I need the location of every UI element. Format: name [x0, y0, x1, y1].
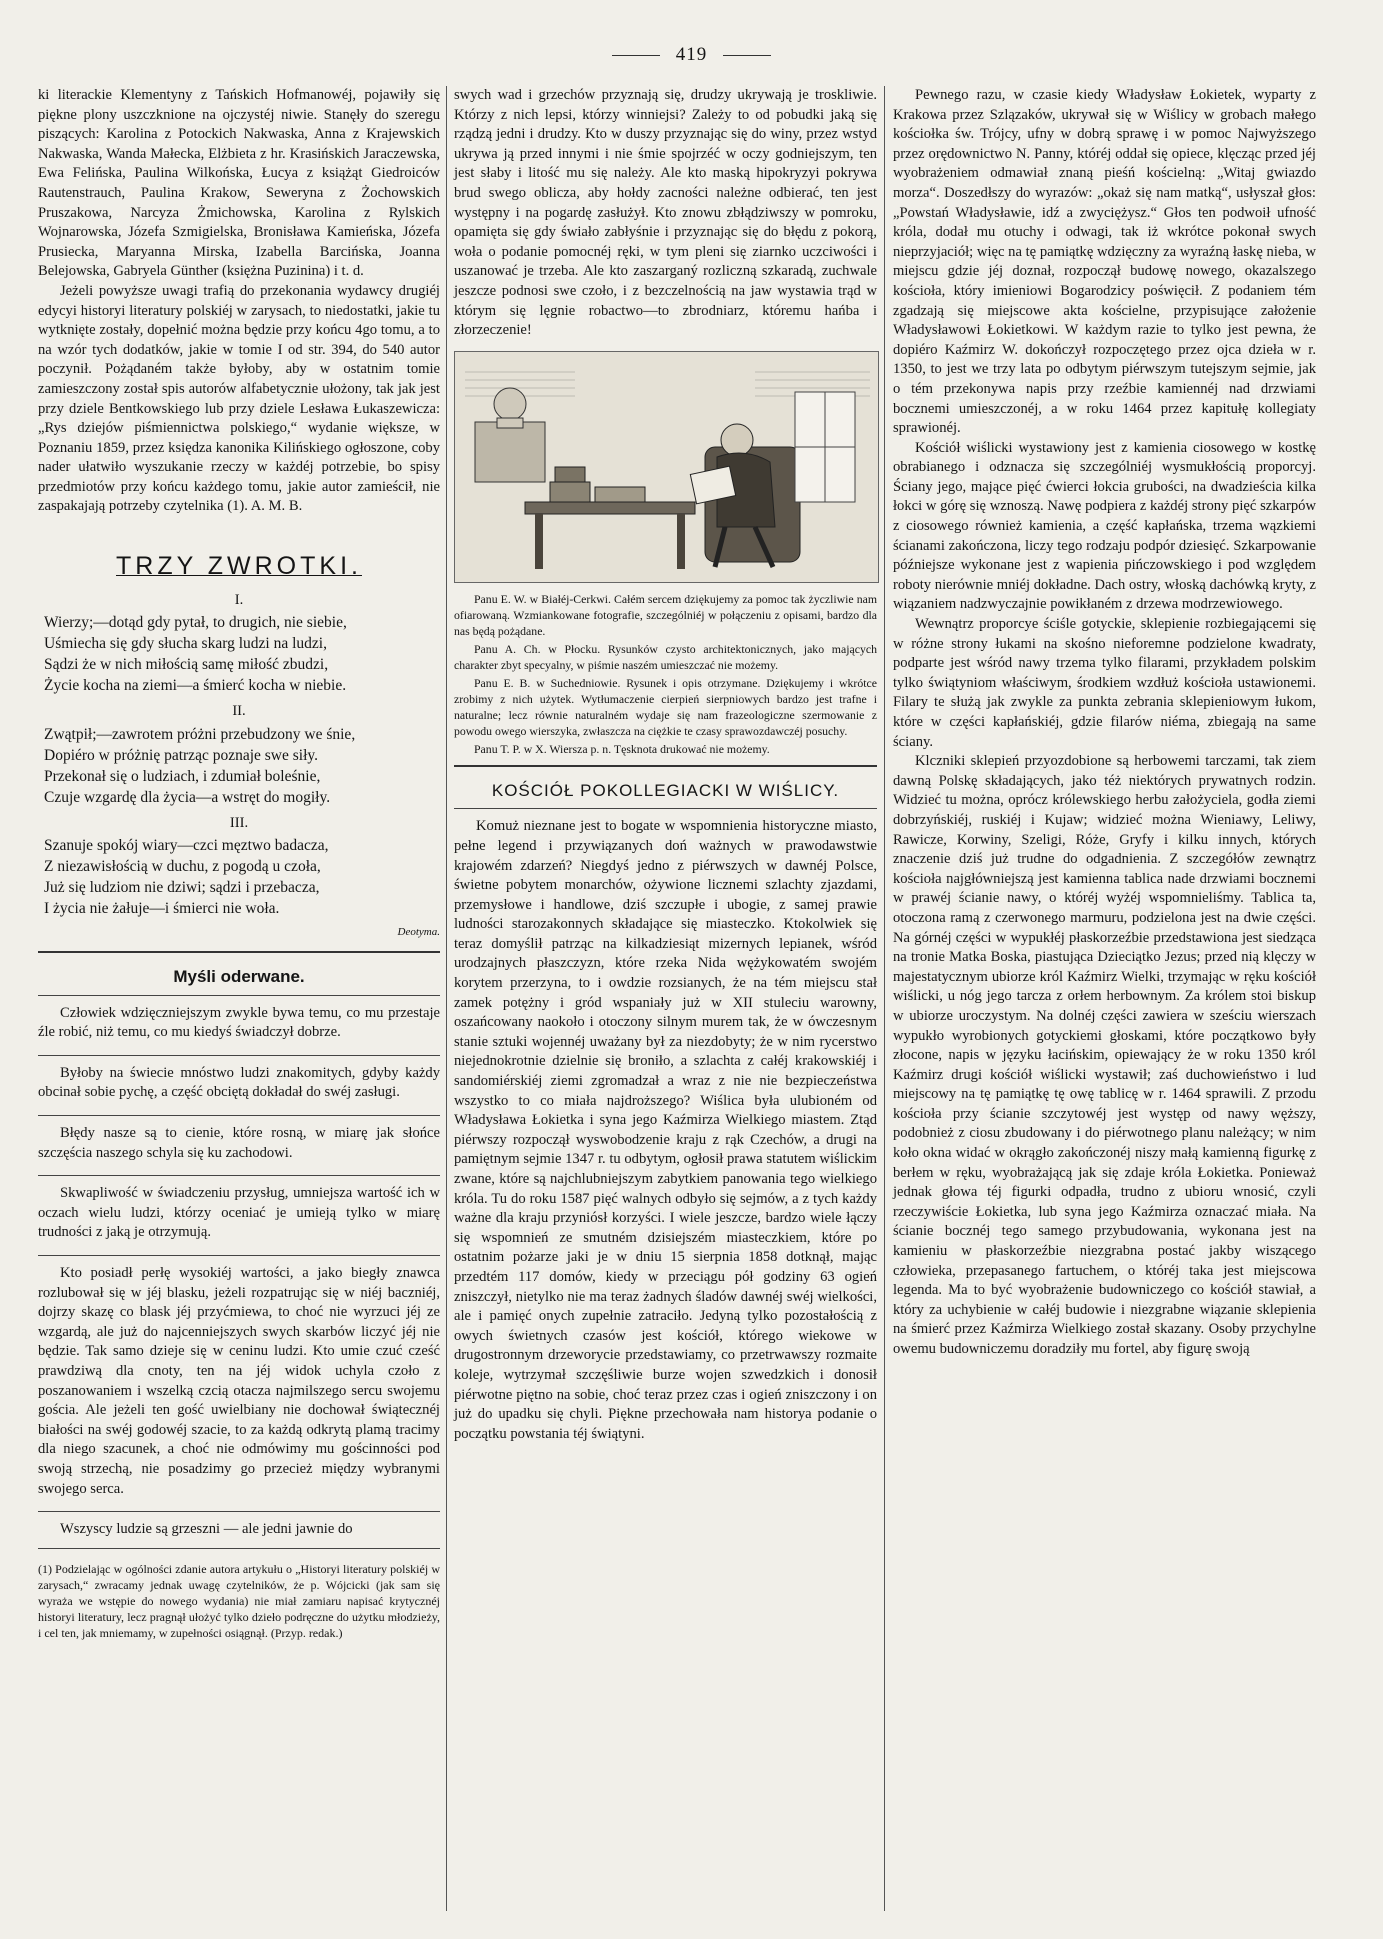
page-header [0, 44, 1383, 68]
thought-divider [38, 1175, 440, 1176]
column-right [893, 86, 1316, 1360]
column-divider [884, 86, 885, 1911]
thought-paragraph: Byłoby na świecie mnóstwo ludzi znakomitych, gdyby każdy obcinał sobie pychę, a część obciętą dokładał do swéj zasługi. [38, 1064, 440, 1101]
editorial-answers [454, 591, 877, 757]
article-paragraph: Pewnego razu, w czasie kiedy Władysław Łokietek, wyparty z Krakowa przez Szlązaków, ukrywał się w Wiślicy w grobach małego kościołka św. Trójcy, ufny w dobrą sprawę i w pomoc Najwyższego przez orędownictwo N. Panny, któréj oddał się opiece, klęcząc przed jéj wyobrażeniem odmawiał znaną pieśń kościelną: „Witaj gwiazdo morza“. Doszedłszy do wyrazów: „okaż się nam matką“, usłyszał głos: „Powstań Władysławie, idź a zwyciężysz.“ Głos ten podwoił ufność króla, dodał mu otuchy i odwagi, tak iż wkrótce pokonał swych nieprzyjaciół; więc na tę pamiątkę wdzięczny za wyraźną łaskę nieba, w miejscu gdzie jéj doznał, rozpoczął budowę nowego, okazalszego kościoła, który imieniowi Bogarodzicy poświęcił. Z podaniem tém zgadzają się miejscowe akta kościelne, przypisujące założenie Władysławowi Łokietkowi. W każdym razie to tylko jest pewna, że dopiéro Kaźmirz W. dokończył rozpoczętego przez ojca dzieła w r. 1350, to jest we trzy lata po odbytym piérwszym tutejszym sejmie, jak o tém przekonywa napis przy rzeźbie kamiennéj nad drzwiami bocznemi umieszczonéj, a w roku 1464 przez kapitułę kollegiaty sprawionéj. [893, 87, 1316, 437]
poem-title: TRZY ZWROTKI. [116, 552, 362, 581]
poem-signature: Deotyma. [397, 926, 440, 939]
header-rule-right [723, 55, 771, 56]
article-paragraph: Komuż nieznane jest to bogate w wspomnienia historyczne miasto, pełne legend i przywiązanych doń ważnych w prawodawstwie krajowém zdarzeń? Niegdyś jedno z piérwszych w dawnéj Polsce, świetne pobytem monarchów, ożywione licznemi szlachty zjazdami, przemysłowe i handlowe, dziś szczupłe i ubogie, z samej prawie ludności starozakonnych składające się miasteczko. Ktokolwiek się teraz domyślił patrząc na kilkadziesiąt mizernych lepianek, wśród urodzajnych płaszczyzn, które rzeka Nida wężykowatém swojém korytem przerzyna, to i owdzie rozsianych, że na tém miejscu stał zamek potężny i gród wspaniały już w XII stuleciu warowny, oszańcowany naokoło i otoczony silnym murem tak, że w ówczesnym stanie sztuki wojennéj uważany był za niezdobyty; że w nim rycerstwo niejednokrotnie dzielnie się broniło, a szlachta z całéj krakowskiéj i sandomiérskiéj ziemi zgromadzał a wraz z nie nie bezpieczeństwa wszystko to co miała najdroższego? Wiślica była ulubioném od Władysława Łokietka i syna jego Kaźmirza Wielkiego miastem. Ztąd piérwszy rozpoczął wyswobodzenie kraju z rąk Czechów, a drugi na pamiętnym sejmie 1347 r. tu odbytym, ogłosił prawa statutem wiślickim zwane, które są najchlubniejszym zabytkiem panowania tego wielkiego króla. Tu do roku 1587 pięć walnych odbyło się sejmów, a z tych każdy ważne dla kraju przyniósł korzyści. I wiele jeszcze, bardzo wiele łączy się wspomnień ze smutném dzisiejszém miasteczkiem, które po ostatnim pożarze jaki je w dniu 15 sierpnia 1858 dotknął, mając przedtém 117 domów, kiedy w przeciągu pół godziny 63 ogień zniszczył, nietylko nie ma teraz żadnych śladów dawnéj swéj wielkości, ale i pamięć onych zupełnie zatraciło. Jedyną tylko pozostałością z owych świetnych czasów jest kościół, którego wiekowe w drugostronnym drzeworycie przedstawiamy, co przetrwawszy rozmaite koleje, wytrzymał szczęśliwie burze wojen szwedzkich i donosił piérwotne piętno na sobie, choć teraz przez czas i ogień zniszczony i on już do upadku się chyli. Piękne przechowała nam historya podanie o początku powstania téj świątyni. [454, 818, 877, 1442]
footnote: (1) Podzielając w ogólności zdanie autora artykułu o „Historyi literatury polskiéj w zarysach,“ zwracamy jednak uwagę czytelników, że p. Wójcicki (jak sam się wyraża we wstępie do nowego wydania) nie miał zamiaru napisać krytycznéj historyi literatury, lecz pragnął ułożyć tylko dzieło podręczne do użytku młodzieży, i cel ten, jak mniemamy, w zupełności osiągnął. (Przyp. redak.) [38, 1561, 440, 1640]
stanza-number: III. [229, 814, 249, 831]
section-divider [38, 951, 440, 953]
paragraph: ki literackie Klementyny z Tańskich Hofmanowéj, pojawiły się piękne plony uszczknione na ojczystéj niwie. Stanęły do szeregu piszących: Karolina z Potockich Nakwaska, Anna z Krajewskich Nakwaska, Wanda Małecka, Elżbieta z hr. Krasińskich Jaraczewska, Ewa Felińska, Paulina Wilkońska, Łucya z książąt Giedroiców Rautenstrauch, Paulina Krakow, Seweryna z Żochowskich Pruszakowa, Narcyza Żmichowska, Karolina z Rylskich Wojnarowska, Józefa Szmigielska, Bronisława Kamieńska, Józefa Prusiecka, Maryanna Mirska, Izabella Barcińska, Joanna Belejowska, Gabryela Günther (księżna Puzinina) i t. d. [38, 87, 440, 280]
poem-stanza [38, 814, 440, 920]
section-title: Myśli oderwane. [173, 967, 305, 987]
thought-divider [38, 1115, 440, 1116]
verse-line: Już się ludziom nie dziwi; sądzi i przebacza, [44, 879, 320, 897]
poem-stanza [38, 702, 440, 808]
verse-line: Szanuje spokój wiary—czci męztwo badacza, [44, 837, 329, 855]
thought-divider [38, 1255, 440, 1256]
section-divider [454, 765, 877, 767]
page-number: 419 [675, 44, 708, 65]
answer-paragraph: Panu A. Ch. w Płocku. Rysunków czysto architektonicznych, jako mających charakter zbyt specyalny, w piśmie naszém umieszczać nie możemy. [454, 641, 877, 672]
section-divider [454, 808, 877, 809]
column-left [38, 86, 440, 1641]
thought-divider [38, 1511, 440, 1512]
paragraph: swych wad i grzechów przyznają się, drudzy ukrywają je troskliwie. Którzy z nich lepsi, którzy winniejsi? Zależy to od pobudki jaką się rządzą jedni i drudzy. Kto w duszy przyznając się do winy, przez wstyd ukrywa ją przed innymi i nie śmie spojrzéć w oczy godniejszym, ten jest słaby i litość mu się należy. Ale kto maską hipokryzyi pokrywa brud swego oblicza, aby hołdy zacności należne odbierać, ten jest występny i na pogardę zasłużył. Kto znowu zbłądziwszy w pomroku, opamięta się gdy świało zabłyśnie i przyznając się do błędu z pokorą, woła o podanie pomocnéj ręki, w tym pleni się ziarnko uczciwości i uszanować je trzeba. Ale kto zaszarganý rozliczną szkaradą, zuchwale jeszcze podnosi swe czoło, i z bezczelnością na jaw wystawia trąd w którym się lęgnie robactwo—to zbrodniarz, któremu hańba i złorzeczenie! [454, 87, 877, 339]
column-middle [454, 86, 877, 1444]
paragraph: Jeżeli powyższe uwagi trafią do przekonania wydawcy drugiéj edycyi historyi literatury polskiéj w zarysach, to niedostatki, jakie tu wytknięte zostały, dopełnić można będzie przy końcu 4go tomu, a to na wzór tych dodatków, jakie w tomie I od str. 394, do 540 autor poczynił. Pożądaném także byłoby, aby w ostatnim tomie zamieszczony został spis autorów alfabetycznie ułożony, tak jak jest przy dziele Bentkowskiego lub przy dziele Lesława Łukaszewicza: „Rys dziejów piśmiennictwa polskiego,“ wydanie większe, w Poznaniu 1859, przez księdza kanonika Kilińskiego ogłoszone, coby nader ułatwiło wyszukanie rzeczy w każdéj potrzebie, bo spisy przedmiotów przy końcu każdego tomu, jakie autor zamieścił, nie zaspakajają potrzeby czytelnika (1). A. M. B. [38, 282, 440, 515]
verse-line: Z niezawisłością w duchu, z pogodą u czoła, [44, 858, 321, 876]
verse-line: Czuje wzgardę dla życia—a wstręt do mogiły. [44, 788, 331, 806]
answer-paragraph: Panu E. W. w Białéj-Cerkwi. Całém sercem dziękujemy za pomoc tak życzliwie nam ofiarowaną. Wzmiankowane fotografie, szczególniéj w połączeniu z opisami, bardzo dla nas będą pożądane. [454, 591, 877, 638]
article-paragraph: Wewnątrz proporcye ściśle gotyckie, sklepienie rozbiegającemi się w różne strony łukami na skośno nieforemne podzielone kwadraty, podparte jest wśród nawy trzema tylko filarami, przykładem polskim tylko świątyniom właściwym, środkiem wzdłuż kościoła ustawionemi. Filary te służą jak zwykle za punkta zebrania sklepieniowym łukom, które w części kapłańskiéj, gdzie filarów niéma, zbiegają na same ściany. [893, 616, 1316, 750]
engraving-image [455, 352, 878, 582]
verse-line: Zwątpił;—zawrotem próżni przebudzony we śnie, [44, 725, 356, 743]
thought-paragraph: Błędy nasze są to cienie, które rosną, w miarę jak słońce szczęścia naszego schyla się ku zachodowi. [38, 1125, 440, 1161]
thought-paragraph: Wszyscy ludzie są grzeszni — ale jedni jawnie do [60, 1521, 353, 1538]
verse-line: Uśmiecha się gdy słucha skarg ludzi na ludzi, [44, 635, 327, 653]
stanza-number: I. [234, 591, 244, 608]
thought-paragraph: Skwapliwość w świadczeniu przysług, umniejsza wartość ich w oczach wielu ludzi, którzy oceniać je umieją tylko w miarę trudności z jaką je otrzymują. [38, 1185, 440, 1241]
verse-line: Dopiéro w próżnię patrząc poznaje swe siły. [44, 746, 319, 764]
article-paragraph: Klczniki sklepień przyozdobione są herbowemi tarczami, tak ziem dawną Polskę składających, jako téż niektórych prywatnych rodzin. Widzieć tu można, oprócz królewskiego herbu założyciela, godła ziemi dobrzyńskiéj, ruskiéj i Kujaw; widzieć można Wieniawy, Leliwy, Rawicze, Korwiny, Szeligi, Róże, Gryfy i kilku innych, których znaczenie dziś już trudne do odgadnienia. Z szczegółów zewnątrz kościoła najgłówniejszą jest kamienna tablica nade drzwiami bocznemi w prawéj ścianie nawy, o któréj wyżéj wspomnieliśmy. Tablica ta, otoczona ramą z czerwonego marmuru, podzielona jest na dwie części. Na górnéj części w wypukłéj płaskorzeźbie przedstawiona jest siedząca na tronie Matka Boska, piastująca Dzieciątko Jezus; przed nią klęczy w majestatycznym ubiorze król Kaźmirz Wielki, trzymając w ręku kościół wiślicki, u nóg jego tarcza z orłem herbownym. Za królem stoi biskup w ubiorze uroczystym. Na dolnéj części zawiera w sześciu wierszach wypukło wyrobionych gotyckiemi głoskami, które początkowo były złocone, napis w języku łacińskim, opiewający że w roku 1350 król Kaźmirz drugi kościół wiślicki wystawił; zaś duchowieństwo i lud miejscowy na tę pamiątkę tę owę tablicę w r. 1464 sprawili. Z przodu kościoła przy ścianie szczytowéj jest występ od nawy węższy, podobnież z ciosu zbudowany i do piérwotnego planu należący; w nim koło okna widać w okrągło zakończonéj niszy małą kamienną figurkę z berłem w ręku, wyobrażającą jak się zdaje króla Łokietka. Ponieważ jednak głowa téj figurki odpadła, trudno z ubioru wnosić, czyli rzeczywiście Łokietka, lub syna jego Kaźmirza oznaczać miała. Na ścianie bocznéj tego samego przybudowania, wykonana jest na kamieniu w płaskorzeźbie niezgrabna postać jakby wiszącego człowieka, przepasanego fartuchem, o któréj taka jest miejscowa legenda. Ma to być wyobrażenie budowniczego co kościół stawiał, a który za uchybienie w całéj budowie i niezgrabne wiązanie sklepienia na śmierć przez Kaźmirza Wielkiego został skazany. Osoby przychylne owemu budowniczemu doradziły mu fortel, aby figurę swoją [893, 753, 1316, 1357]
verse-line: Wierzy;—dotąd gdy pytał, to drugich, nie siebie, [44, 614, 347, 632]
stanza-number: II. [232, 703, 246, 720]
thought-divider [38, 1055, 440, 1056]
section-divider [38, 995, 440, 996]
thought-paragraph: Kto posiadł perłę wysokiéj wartości, a jako biegły znawca rozlubował się w jéj blasku, jeżeli rozpatrując się w niéj baczniéj, dojrzy skazę co blask jéj przyćmiewa, to choć nie wyrzuci jéj ze wzgardą, ale już do najcenniejszych swych skarbów liczyć jéj nie będzie. Tak samo dzieje się w ceninu ludzi. Kto umie czuć cześć prawdziwą dla cnoty, ten na jéj widok uchyla czoło z poszanowaniem i wszelką czcią otacza najmilszego sercu swojemu gościa. Ale jeżeli ten gość uwielbiany nie dochował świątecznéj białości na swéj godowéj szacie, to za każdą odkrytą plamą tracimy dla niego szacunek, a choć nie odmówimy mu gościnności pod swoją strzechą, nie posadzimy go przecież między wybranymi swojego serca. [38, 1264, 440, 1497]
column-divider [446, 86, 447, 1911]
illustration-scholar-reading [454, 351, 879, 583]
article-title: KOŚCIÓŁ POKOLLEGIACKI W WIŚLICY. [491, 780, 840, 800]
answer-paragraph: Panu T. P. w X. Wiersza p. n. Tęsknota drukować nie możemy. [474, 741, 770, 756]
poem-stanza [38, 591, 440, 697]
header-rule-left [612, 55, 660, 56]
thought-paragraph: Człowiek wdzięczniejszym zwykle bywa temu, co mu przestaje źle robić, niż temu, co mu kiedyś świadczył dobrze. [38, 1004, 440, 1041]
verse-line: Życie kocha na ziemi—a śmierć kocha w niebie. [44, 677, 347, 695]
verse-line: Sądzi że w nich miłością samę miłość zbudzi, [44, 656, 329, 674]
verse-line: Przekonał się o ludziach, i zdumiał boleśnie, [44, 767, 321, 785]
article-paragraph: Kościół wiślicki wystawiony jest z kamienia ciosowego w kostkę obrabianego i odznacza się szczególniéj wysmukłością proporcyj. Ściany jego, mające pięć ćwierci łokcia grubości, na dwadzieścia kilka łokci w górę się wznoszą. Nawę podpiera z każdéj strony pięć szkarpów z ciosowego również kamienia, a część kapłańska, trzema wązkiemi ścianami zakończona, liczy tego rodzaju podpór dziesięć. Szkarpowanie późniejsze wykonane jest z wapienia pińczowskiego i pod względem roboty nierównie mniéj dokładne. Dach ostry, włoską dachówką kryty, z wiązaniem nadzwyczajnie powikłaném z drzewa modrzewiowego. [893, 439, 1316, 613]
answer-paragraph: Panu E. B. w Suchedniowie. Rysunek i opis otrzymane. Dziękujemy i wkrótce zrobimy z nich użytek. Wytłumaczenie cierpień sierpniowych bardzo jest trafne i naturalne; lecz równie naturalném wydaje się nam frazeologiczne szermowanie z powodu owego wierszyka, zwłaszcza na ciężkie te czasy sprawozdawczéj posuchy. [454, 675, 877, 738]
footnote-divider [38, 1548, 440, 1549]
verse-line: I życia nie żałuje—i śmierci nie woła. [44, 900, 280, 918]
